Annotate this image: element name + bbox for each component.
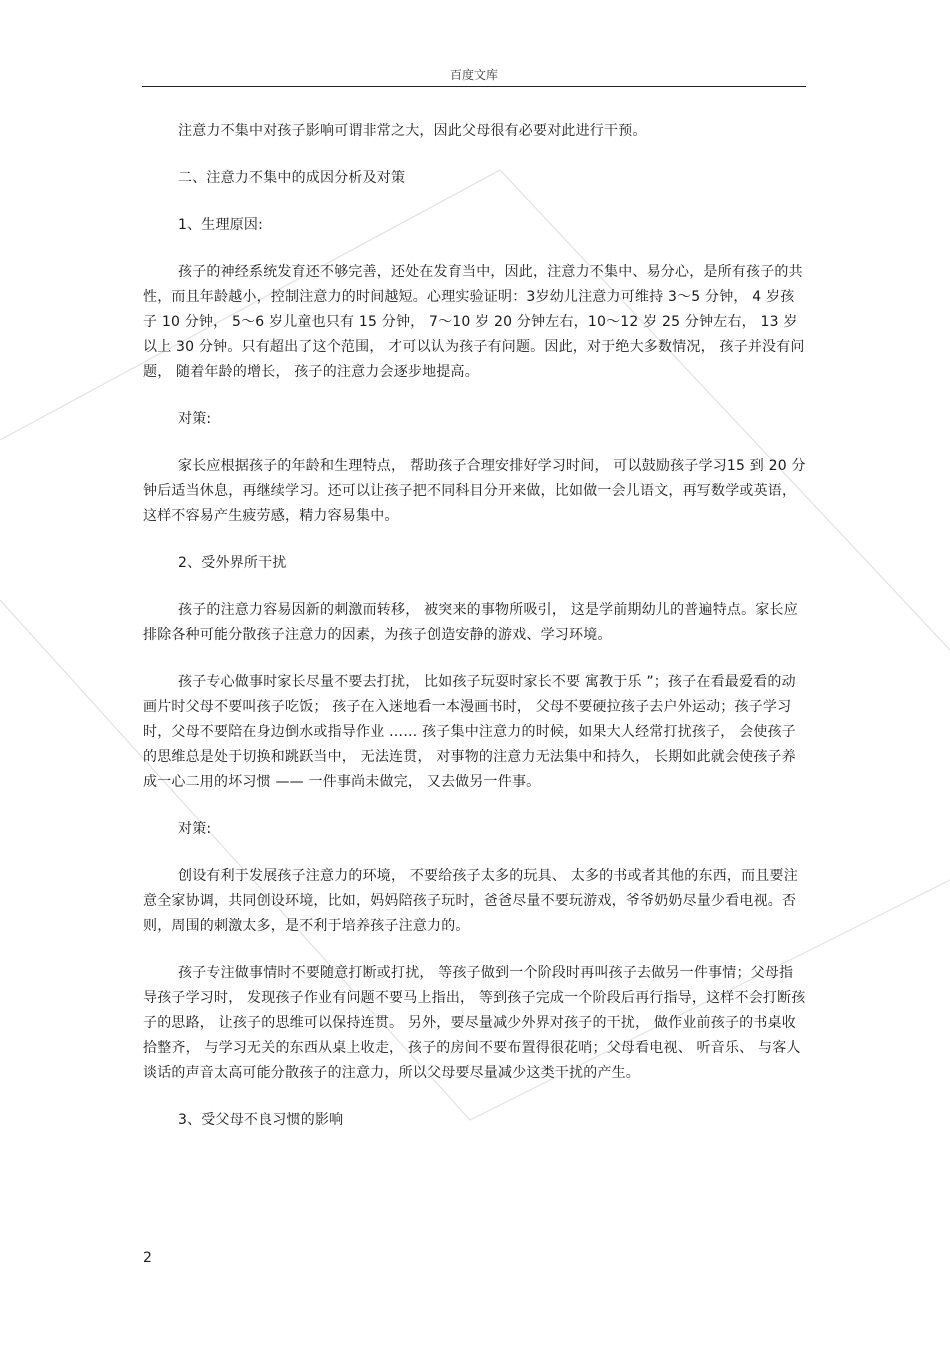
page-number: 2 xyxy=(143,1250,152,1266)
header-divider xyxy=(142,86,806,87)
paragraph-physiological: 孩子的神经系统发育还不够完善，还处在发育当中，因此，注意力不集中、易分心，是所有孩子的共性，而且年龄越小，控制注意力的时间越短。心理实验证明：3岁幼儿注意力可维持 3～5 分钟， 4 岁孩子 10 分钟， 5～6 岁儿童也只有 15 分钟， 7～10 岁 20 分钟左右，10～12 岁 25 分钟左右， 13 岁以上 30 分钟。只有超出了这个范围， 才可以认为孩子有问题。因此，对于绝大多数情况， 孩子并没有问题， 随着年龄的增长， 孩子的注意力会逐步地提高。 xyxy=(143,264,805,380)
subheading-external-interference: 2、受外界所干扰 xyxy=(178,555,287,571)
subheading-physiological: 1、生理原因: xyxy=(178,217,264,233)
document-body xyxy=(143,119,807,1155)
paragraph-intro: 注意力不集中对孩子影响可谓非常之大，因此父母很有必要对此进行干预。 xyxy=(178,123,647,139)
paragraph-countermeasure-3: 孩子专注做事情时不要随意打断或打扰， 等孩子做到一个阶段时再叫孩子去做另一件事情；父母指导孩子学习时， 发现孩子作业有问题不要马上指出， 等到孩子完成一个阶段后再行指导，这样不会打断孩子的思路， 让孩子的思维可以保持连贯。 另外，要尽量减少外界对孩子的干扰， 做作业前孩子的书桌收拾整齐， 与学习无关的东西从桌上收走， 孩子的房间不要布置得很花哨；父母看电视、 听音乐、 与客人谈话的声音太高可能分散孩子的注意力，所以父母要尽量减少这类干扰的产生。 xyxy=(143,965,806,1081)
paragraph-countermeasure-1: 家长应根据孩子的年龄和生理特点， 帮助孩子合理安排好学习时间， 可以鼓励孩子学习15 到 20 分钟后适当休息，再继续学习。还可以让孩子把不同科目分开来做，比如做一会儿语文，再写数学或英语，这样不容易产生疲劳感，精力容易集中。 xyxy=(143,458,806,524)
subheading-parent-habits: 3、受父母不良习惯的影响 xyxy=(178,1112,344,1128)
paragraph-external-2: 孩子专心做事时家长尽量不要去打扰， 比如孩子玩耍时家长不要 寓教于乐 ”；孩子在看最爱看的动画片时父母不要叫孩子吃饭； 孩子在入迷地看一本漫画书时， 父母不要硬拉孩子去户外运动；孩子学习时，父母不要陪在身边倒水或指导作业 …… 孩子集中注意力的时候，如果大人经常打扰孩子， 会使孩子的思维总是处于切换和跳跃当中， 无法连贯， 对事物的注意力无法集中和持久， 长期如此就会使孩子养成一心二用的坏习惯 —— 一件事尚未做完， 又去做另一件事。 xyxy=(143,674,796,790)
paragraph-external-1: 孩子的注意力容易因新的刺激而转移， 被突来的事物所吸引， 这是学前期幼儿的普遍特点。家长应排除各种可能分散孩子注意力的因素，为孩子创造安静的游戏、学习环境。 xyxy=(143,602,798,643)
section-heading-2: 二、注意力不集中的成因分析及对策 xyxy=(178,170,406,186)
countermeasure-label-2: 对策: xyxy=(178,821,212,837)
countermeasure-label-1: 对策: xyxy=(178,411,212,427)
paragraph-countermeasure-2: 创设有利于发展孩子注意力的环境， 不要给孩子太多的玩具、 太多的书或者其他的东西，而且要注意全家协调，共同创设环境，比如，妈妈陪孩子玩时，爸爸尽量不要玩游戏，爷爷奶奶尽量少看电视。否则，周围的刺激太多，是不利于培养孩子注意力的。 xyxy=(143,868,798,934)
page-header: 百度文库 xyxy=(449,68,498,82)
